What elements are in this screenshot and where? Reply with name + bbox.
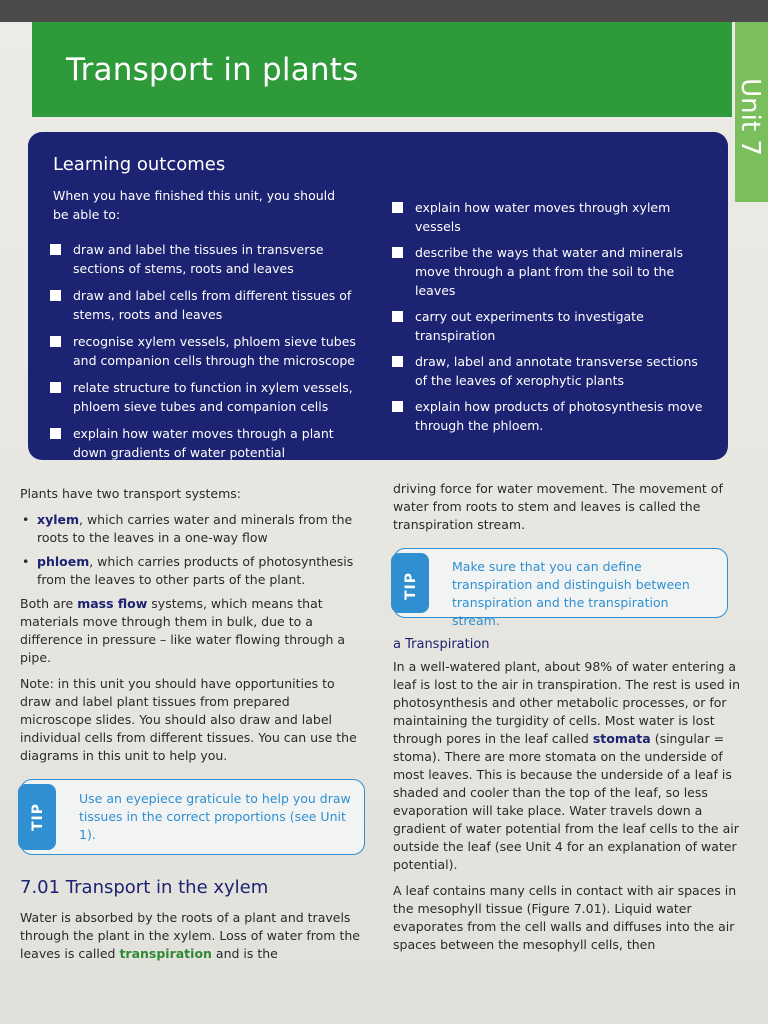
tip-text: Make sure that you can define transpiration and distinguish between transpiration and the transpiration stream. xyxy=(452,559,690,628)
continuation-paragraph: driving force for water movement. The movement of water from roots to stem and leaves is called the transpiration stream. xyxy=(393,481,723,532)
square-bullet-icon xyxy=(392,247,403,258)
bullet-dot-icon: • xyxy=(22,554,30,569)
learning-outcomes-title: Learning outcomes xyxy=(53,154,226,175)
term-xylem: xylem xyxy=(37,512,79,527)
textbook-page xyxy=(0,22,768,1024)
note-paragraph: Note: in this unit you should have opportunities to draw and label plant tissues from prepared microscope slides. You should also draw and label individual cells from different tissues. You can use the diagrams in this unit to help you. xyxy=(20,676,357,763)
outcome-item: draw and label cells from different tissues of stems, roots and leaves xyxy=(48,286,358,324)
outcome-item: draw and label the tissues in transverse sections of stems, roots and leaves xyxy=(48,240,358,278)
list-item: • xylem, which carries water and minerals from the roots to the leaves in a one-way flow xyxy=(22,512,353,545)
square-bullet-icon xyxy=(392,311,403,322)
term-mass-flow: mass flow xyxy=(77,596,148,611)
section-heading: 7.01 Transport in the xylem xyxy=(20,877,269,898)
square-bullet-icon xyxy=(392,202,403,213)
transport-systems-intro: Plants have two transport systems: xyxy=(20,486,242,501)
term-stomata: stomata xyxy=(592,731,651,746)
square-bullet-icon xyxy=(50,336,61,347)
tip-text: Use an eyepiece graticule to help you draw tissues in the correct proportions (see Unit 1). xyxy=(79,791,351,842)
learning-outcomes-intro: When you have finished this unit, you should be able to: xyxy=(53,188,336,222)
page-title: Transport in plants xyxy=(66,52,359,88)
tip-box xyxy=(393,548,728,628)
outcome-item: draw, label and annotate transverse sections of the leaves of xerophytic plants xyxy=(390,352,710,390)
bullet-dot-icon: • xyxy=(22,512,30,527)
outcome-item: relate structure to function in xylem vessels, phloem sieve tubes and companion cells xyxy=(48,378,358,416)
tip-label: TIP xyxy=(403,571,419,601)
term-phloem: phloem xyxy=(37,554,90,569)
xylem-paragraph: Water is absorbed by the roots of a plant and travels through the plant in the xylem. Loss of water from the leaves is called transpiration and is the xyxy=(20,910,360,961)
left-column xyxy=(20,485,365,971)
outcome-item: explain how products of photosynthesis move through the phloem. xyxy=(390,397,710,435)
square-bullet-icon xyxy=(50,428,61,439)
outcome-item: carry out experiments to investigate transpiration xyxy=(390,307,710,345)
unit-label: Unit 7 xyxy=(735,78,765,156)
right-column xyxy=(393,480,748,962)
outcomes-list-right xyxy=(390,198,710,442)
list-item: • phloem, which carries products of photosynthesis from the leaves to other parts of the plant. xyxy=(22,554,354,587)
tip-label: TIP xyxy=(30,802,46,832)
outcomes-list-left xyxy=(48,240,358,470)
square-bullet-icon xyxy=(50,290,61,301)
square-bullet-icon xyxy=(50,244,61,255)
outcome-item: recognise xylem vessels, phloem sieve tubes and companion cells through the microscope xyxy=(48,332,358,370)
outcome-item: describe the ways that water and minerals move through a plant from the soil to the leaves xyxy=(390,243,710,300)
transpiration-paragraph: In a well-watered plant, about 98% of water entering a leaf is lost to the air in transpiration. The rest is used in photosynthesis and other metabolic processes, or for maintaining the turgidity of cells. Most water is lost through pores in the leaf called stomata (singular = stoma). There are more stomata on the underside of most leaves. This is because the underside of a leaf is shaded and cooler than the top of the leaf, so less evaporation will take place. Water travels down a gradient of water potential from the leaf cells to the air outside the leaf (see Unit 4 for an explanation of water potential). xyxy=(393,659,741,872)
tip-tab xyxy=(18,784,56,850)
square-bullet-icon xyxy=(50,382,61,393)
tip-box xyxy=(20,779,365,855)
tip-tab xyxy=(391,553,429,613)
subheading: a Transpiration xyxy=(393,637,490,652)
mass-flow-paragraph: Both are mass flow systems, which means that materials move through them in bulk, due to a difference in pressure – like water flowing through a pipe. xyxy=(20,596,346,665)
square-bullet-icon xyxy=(392,401,403,412)
term-transpiration: transpiration xyxy=(119,946,212,961)
outcome-item: explain how water moves through xylem vessels xyxy=(390,198,710,236)
square-bullet-icon xyxy=(392,356,403,367)
transport-systems-list xyxy=(20,511,365,589)
outcome-item: explain how water moves through a plant down gradients of water potential xyxy=(48,424,358,462)
mesophyll-paragraph: A leaf contains many cells in contact with air spaces in the mesophyll tissue (Figure 7.01). Liquid water evaporates from the cell walls and diffuses into the air spaces between the mesophyll cells, then xyxy=(393,883,737,952)
learning-outcomes-box xyxy=(28,132,728,460)
